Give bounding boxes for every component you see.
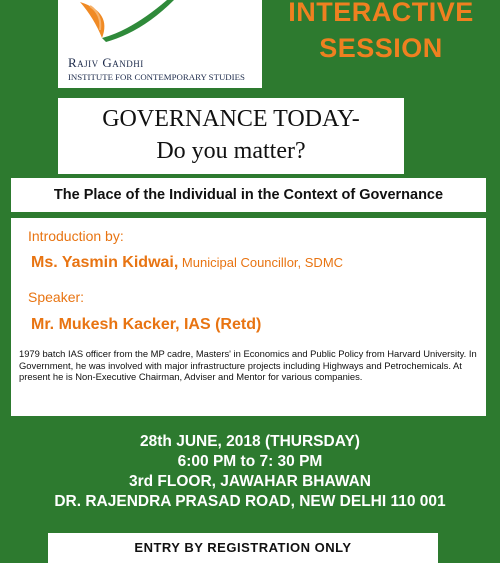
event-time: 6:00 PM to 7: 30 PM bbox=[177, 453, 323, 470]
headline-line-1: INTERACTIVE bbox=[288, 0, 474, 27]
entry-note: ENTRY BY REGISTRATION ONLY bbox=[48, 533, 438, 563]
title-box bbox=[58, 98, 404, 174]
speaker-label: Speaker: bbox=[28, 289, 85, 305]
logo-name: Rajiv Gandhi bbox=[68, 55, 144, 70]
headline bbox=[262, 0, 500, 66]
introduction-label: Introduction by: bbox=[28, 228, 124, 244]
event-date: 28th JUNE, 2018 (THURSDAY) bbox=[140, 433, 360, 450]
event-info bbox=[0, 432, 500, 512]
title-line-2: Do you matter? bbox=[156, 138, 306, 164]
tricolor-emblem-icon bbox=[72, 0, 182, 44]
speaker-name: Mr. Mukesh Kacker, IAS (Retd) bbox=[31, 316, 262, 333]
details-box bbox=[11, 218, 486, 416]
headline-line-2: SESSION bbox=[319, 33, 443, 63]
event-address: DR. RAJENDRA PRASAD ROAD, NEW DELHI 110 001 bbox=[54, 493, 446, 510]
speaker-bio: 1979 batch IAS officer from the MP cadre, Masters' in Economics and Public Policy from Harvard University. In Government, he was involved with major infrastructure projects including Highways and Petrochemicals. At present he is Non-Executive Chairman, Adviser and Mentor for various companies. bbox=[19, 348, 477, 382]
introduction-role: Municipal Councillor, SDMC bbox=[178, 255, 344, 270]
logo-institute: INSTITUTE FOR CONTEMPORARY STUDIES bbox=[68, 72, 245, 82]
institute-logo bbox=[58, 0, 262, 88]
title-line-1: GOVERNANCE TODAY- bbox=[102, 106, 360, 132]
introduction-speaker bbox=[31, 254, 343, 272]
introduction-name: Ms. Yasmin Kidwai, bbox=[31, 254, 179, 271]
event-floor: 3rd FLOOR, JAWAHAR BHAWAN bbox=[129, 473, 371, 490]
theme-banner: The Place of the Individual in the Context of Governance bbox=[11, 178, 486, 212]
